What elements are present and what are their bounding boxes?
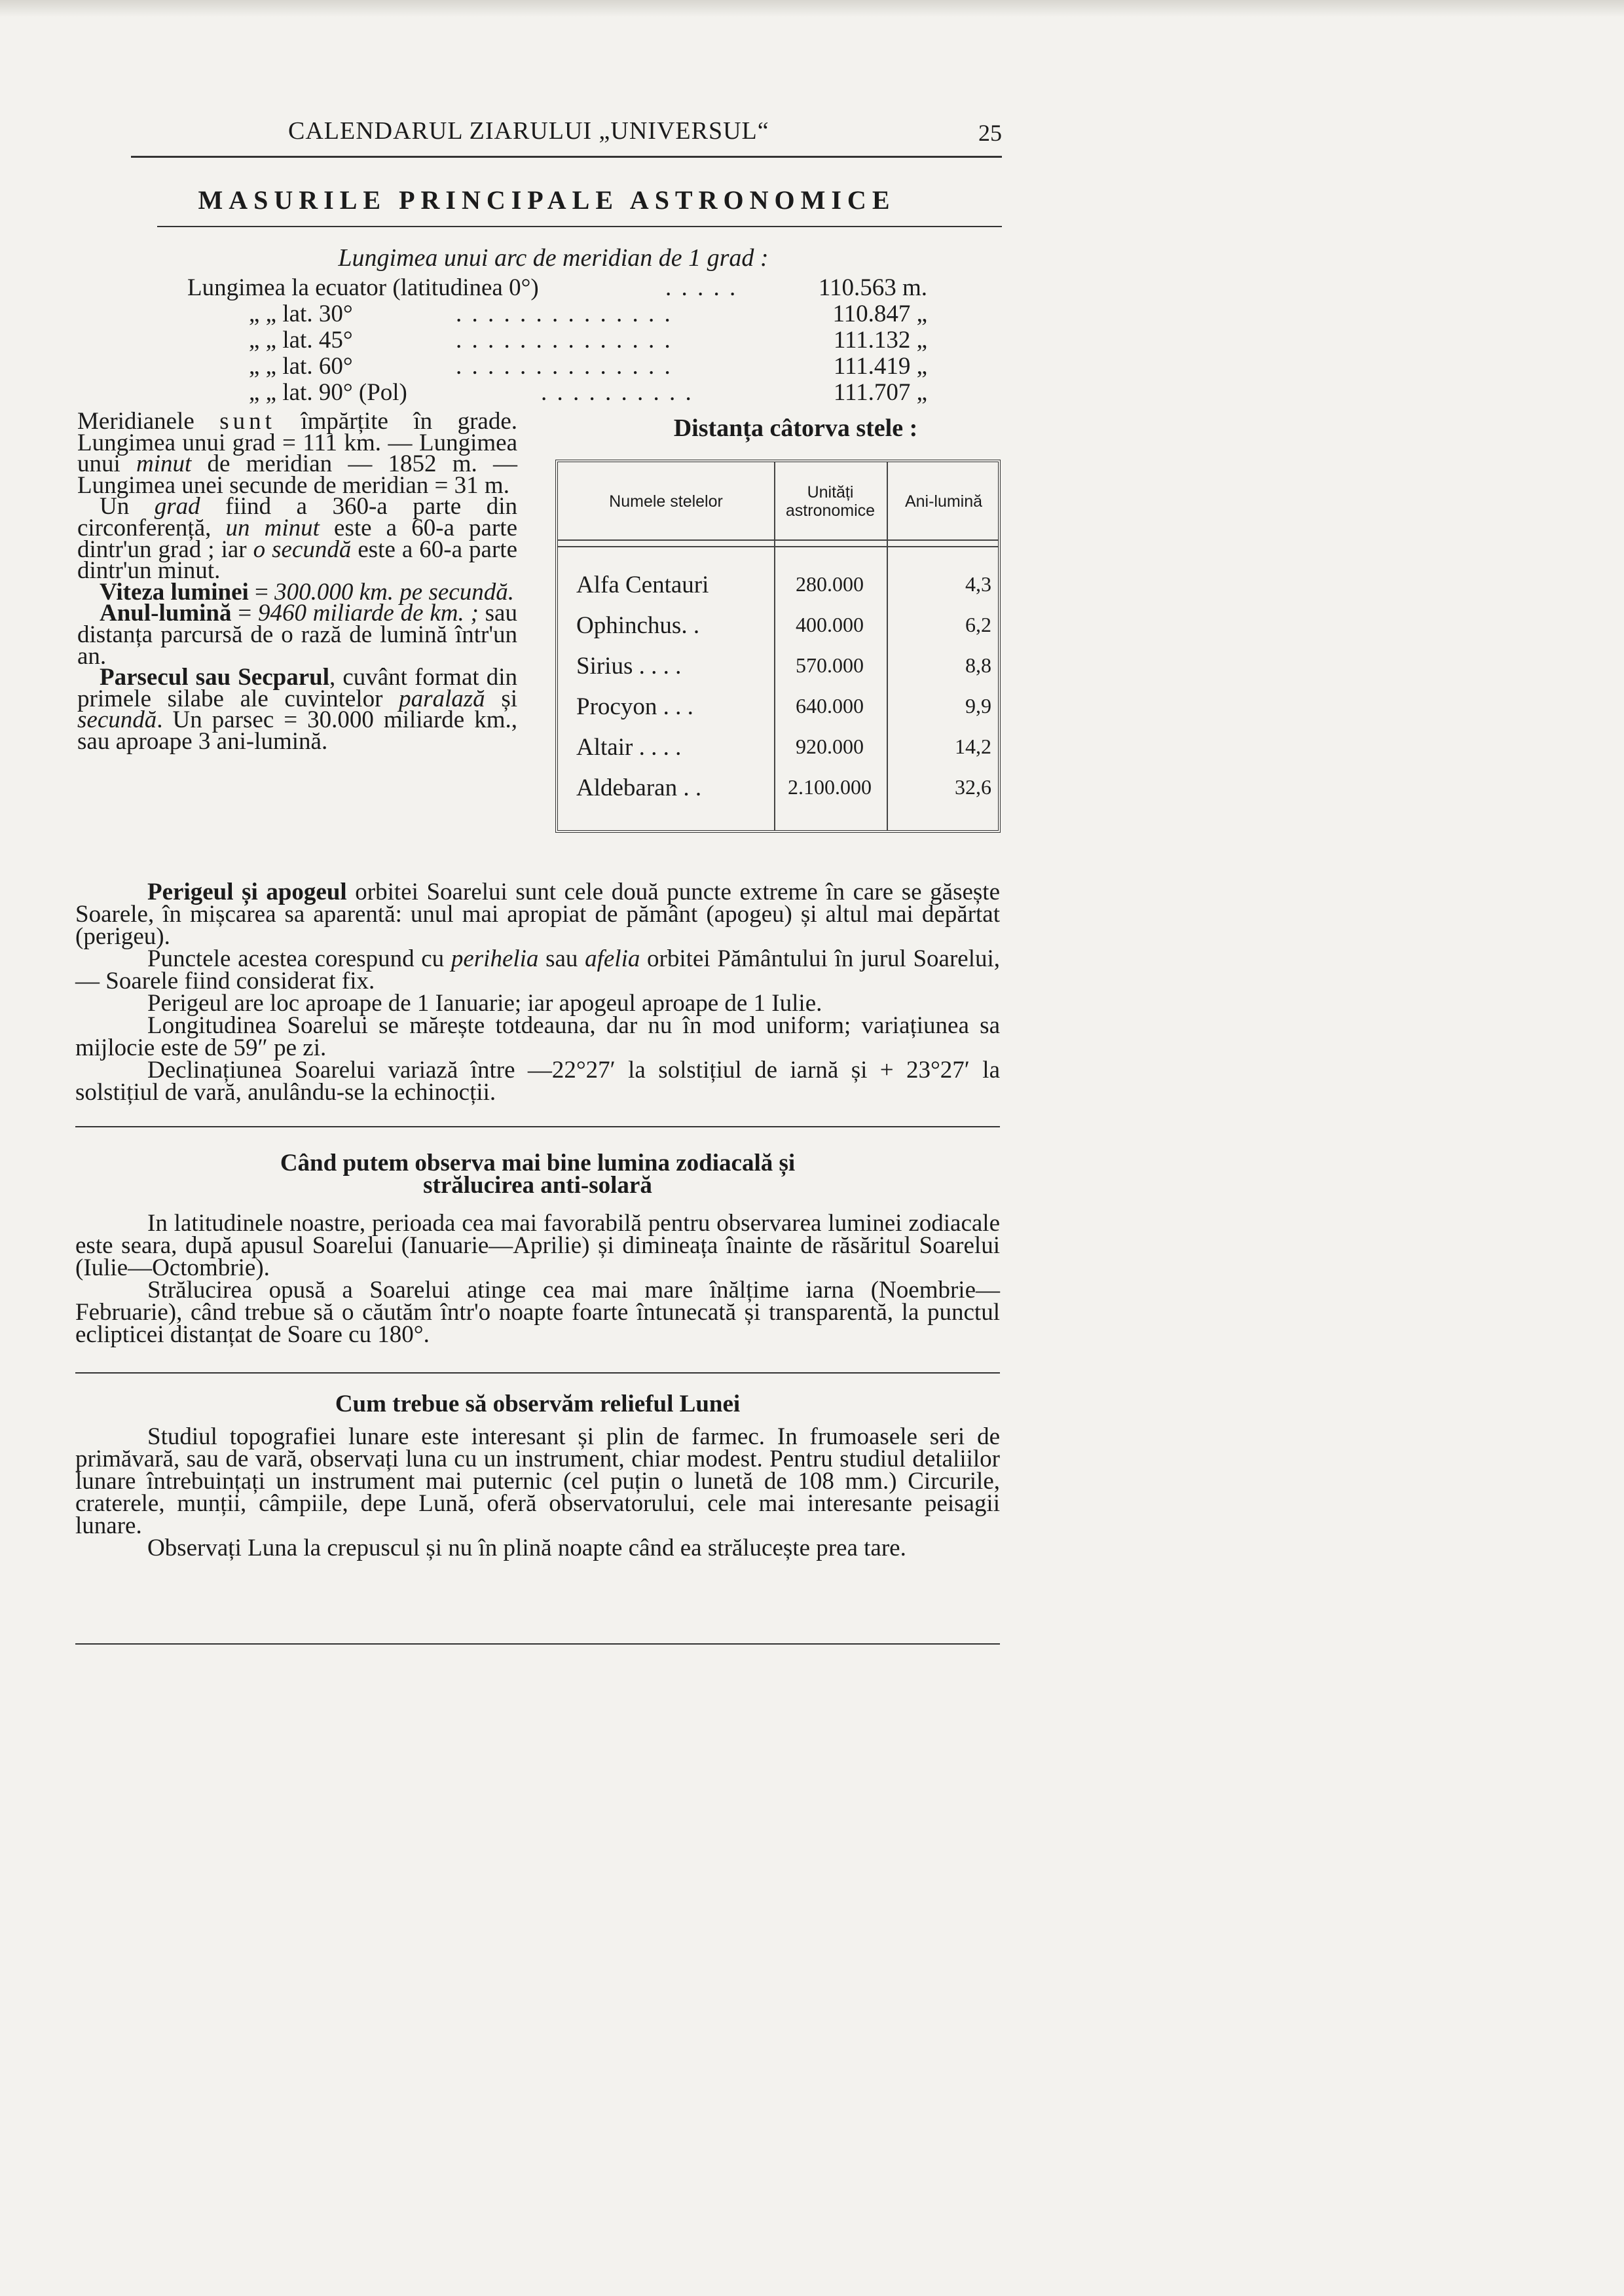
meridian-row	[187, 300, 927, 326]
star-units: 570.000	[796, 653, 864, 677]
section-rule	[75, 1126, 1000, 1127]
paragraph-meridians: Meridianele sunt împărțite în grade. Lungimea unui grad = 111 km. — Lungimea unui minut de meridian — 1852 m. — Lungimea unei secunde de meridian = 31 m.	[77, 408, 517, 499]
star-units: 280.000	[796, 572, 864, 596]
leader-dots: . . . . . . . . . . . . . .	[456, 353, 673, 380]
star-name: Altair . . . .	[576, 734, 682, 761]
meridian-value: 110.563 m.	[818, 274, 927, 301]
star-units: 920.000	[796, 735, 864, 758]
meridian-label: „ „ lat. 45°	[249, 327, 353, 354]
star-name: Aldebaran . .	[576, 774, 702, 801]
meridian-label: „ „ lat. 30°	[249, 301, 353, 327]
header-rule	[131, 156, 1002, 158]
table-row	[558, 767, 998, 808]
star-name: Ophinchus. .	[576, 612, 700, 639]
meridian-row	[187, 378, 927, 405]
header-light-years: Ani-lumină	[904, 492, 983, 511]
meridian-value: 111.707 „	[833, 379, 927, 406]
paragraph-parsec: Parsecul sau Secparul, cuvânt format din primele silabe ale cuvintelor paralază și secundă. Un parsec = 30.000 miliarde km., sau aproape 3 ani-lumină.	[77, 664, 517, 755]
meridian-row	[187, 274, 927, 300]
meridian-label: Lungimea la ecuator (latitudinea 0°)	[187, 274, 539, 301]
meridian-title: Lungimea unui arc de meridian de 1 grad :	[338, 244, 769, 272]
star-light-years: 4,3	[965, 572, 991, 596]
paragraph: Longitudinea Soarelui se mărește totdeauna, dar nu în mod uniform; variațiunea sa mijlocie este de 59″ pe zi.	[75, 1012, 1000, 1061]
paragraph: In latitudinele noastre, perioada cea mai favorabilă pentru observarea luminei zodiacale este seara, după apusul Soarelui (Ianuarie—Aprilie) și dimineața înainte de răsăritul Soarelui (Iulie—Octombrie).	[75, 1210, 1000, 1281]
table-row	[558, 727, 998, 767]
star-units: 2.100.000	[788, 775, 872, 799]
meridian-row	[187, 326, 927, 352]
star-light-years: 8,8	[965, 653, 991, 677]
leader-dots: . . . . . . . . . .	[541, 379, 693, 406]
paragraph: Punctele acestea corespund cu perihelia sau afelia orbitei Pământului în jurul Soarelui, — Soarele fiind considerat fix.	[75, 945, 1001, 994]
paragraph-grade: Un grad fiind a 360-a parte din circonferență, un minut este a 60-a parte dintr'un grad ; iar o secundă este a 60-a parte dintr'un minut.	[77, 493, 517, 585]
zodiacal-title	[75, 1152, 1000, 1197]
section-rule	[75, 1643, 1000, 1645]
stars-table	[555, 460, 1001, 833]
paragraph: Perigeul și apogeul orbitei Soarelui sunt cele două puncte extreme în care se găsește Soarele, în mișcarea sa aparentă: unul mai apropiat de pământ (apogeu) și altul mai depărtat (perigeu).	[75, 879, 1000, 950]
meridian-value: 110.847 „	[832, 301, 927, 327]
running-title: CALENDARUL ZIARULUI „UNIVERSUL“	[288, 117, 769, 145]
header-astronomical-units: Unități astronomice	[785, 483, 876, 520]
paragraph: Studiul topografiei lunare este interesant și plin de farmec. In frumoasele seri de primăvară, sau de vară, observați luna cu un instrument, chiar modest. Pentru studiul detaliilor lunare întrebuințați un instrument mai puternic (cel puțin o lunetă de 108 mm.) Circurile, craterele, munții, câmpiile, depe Lună, oferă observatorului, cele mai interesante peisagii lunare.	[75, 1423, 1000, 1539]
star-units: 640.000	[796, 694, 864, 718]
star-light-years: 6,2	[965, 613, 991, 636]
star-units: 400.000	[796, 613, 864, 636]
scan-shadow-top	[0, 0, 1624, 17]
paragraph: Declinațiunea Soarelui variază între —22°27′ la solstițiul de iarnă și + 23°27′ la solstițiul de vară, anulându-se la echinocții.	[75, 1057, 1000, 1106]
leader-dots: . . . . . . . . . . . . . .	[456, 301, 673, 327]
star-light-years: 14,2	[955, 735, 991, 758]
stars-title: Distanța câtorva stele :	[673, 414, 918, 442]
paragraph: Perigeul are loc aproape de 1 Ianuarie; iar apogeul aproape de 1 Iulie.	[147, 990, 822, 1017]
paragraph: Strălucirea opusă a Soarelui atinge cea mai mare înălțime iarna (Noembrie—Februarie), când trebue să o căutăm într'o noapte foarte întunecată și transparentă, la punctul eclipticei distanțat de Soare cu 180°.	[75, 1277, 1000, 1348]
moon-section	[75, 1423, 1000, 1561]
leader-dots: . . . . .	[665, 274, 738, 301]
table-row	[558, 564, 998, 605]
zodiacal-section	[75, 1212, 1000, 1346]
running-header	[288, 117, 1002, 156]
title-rule	[157, 226, 1002, 227]
moon-title: Cum trebue să observăm relieful Lunei	[335, 1391, 741, 1417]
definitions-column	[77, 408, 517, 755]
table-row	[558, 686, 998, 727]
header-double-rule	[558, 539, 998, 547]
page-number: 25	[978, 120, 1002, 146]
meridian-row	[187, 352, 927, 378]
zodiacal-title-line: Când putem observa mai bine lumina zodiacală și	[280, 1150, 796, 1176]
header-star-name: Numele stelelor	[609, 492, 723, 511]
meridian-label: „ „ lat. 90° (Pol)	[249, 379, 407, 406]
meridian-label: „ „ lat. 60°	[249, 353, 353, 380]
paragraph-light-year: Anul-lumină = 9460 miliarde de km. ; sau distanța parcursă de o rază de lumină într'un an.	[77, 600, 517, 670]
leader-dots: . . . . . . . . . . . . . .	[456, 327, 673, 354]
section-rule	[75, 1372, 1000, 1374]
star-name: Procyon . . .	[576, 693, 693, 720]
star-name: Sirius . . . .	[576, 653, 682, 680]
table-row	[558, 605, 998, 646]
meridian-value: 111.132 „	[833, 327, 927, 354]
main-title: MASURILE PRINCIPALE ASTRONOMICE	[198, 185, 896, 215]
zodiacal-title-line: strălucirea anti-solară	[423, 1172, 652, 1199]
star-light-years: 32,6	[955, 775, 991, 799]
star-light-years: 9,9	[965, 694, 991, 718]
paragraph-light-speed: Viteza luminei = 300.000 km. pe secundă.	[100, 578, 514, 606]
paragraph: Observați Luna la crepuscul și nu în plină noapte când ea strălucește prea tare.	[147, 1535, 906, 1561]
star-name: Alfa Centauri	[576, 572, 709, 598]
meridian-value: 111.419 „	[833, 353, 927, 380]
table-row	[558, 646, 998, 686]
perigee-section	[75, 881, 1000, 1104]
